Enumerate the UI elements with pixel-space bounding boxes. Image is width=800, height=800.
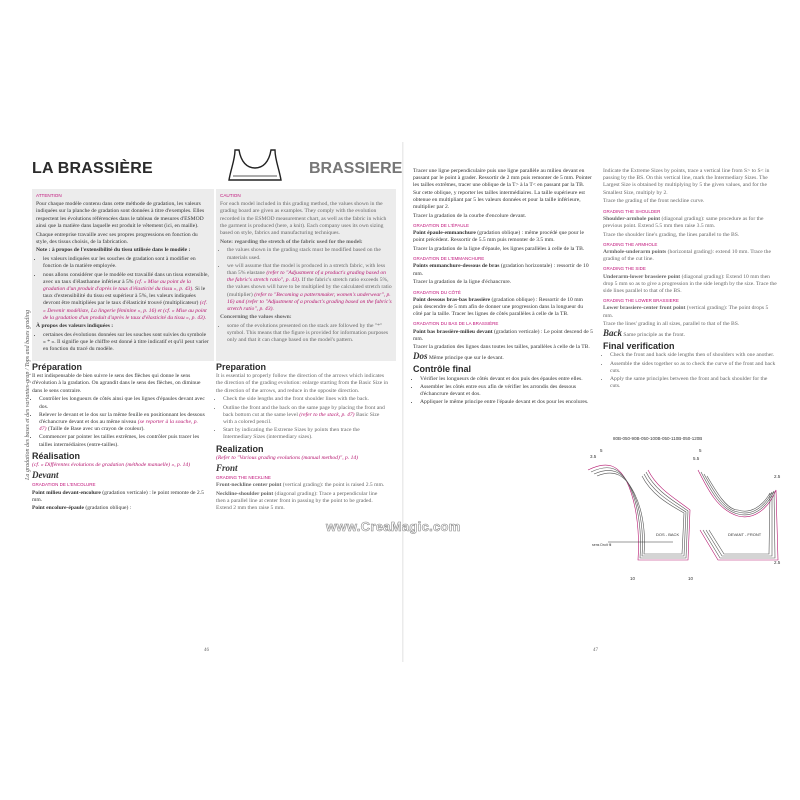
list-item: • Assemble the sides together so as to check the curve of the front and back cuts. (610, 361, 778, 375)
list-item: • Relever le devant et le dos sur la même feuille en positionnant les dessous d'échancrure devant et dos au même niveau (se reporter à la souche, p. 47) (Taille de Base avec un crayon de couleur). (39, 412, 206, 434)
svg-text:5: 5 (600, 448, 603, 453)
page-title-en: BRASSIERE (309, 160, 403, 177)
section-heading: Preparation (216, 362, 267, 372)
list-item: • Commencer par pointer les tailles extrêmes, les contrôler puis tracer les tailles intermédiaires (entre-tailles). (39, 434, 206, 448)
grading-steps-en: Indicate the Extreme Sizes by points, trace a vertical line from S> to S< in passing by the BS. On this vertical line, mark the Intermediary Sizes. The Largest Size is obtained by multiplying by 5 the given values, and for the Smallest Size, multiply by 2. Trace the grading of the front neckline curve. GRADING THE SHOULDER Shoulder-armhole point (diagonal grading): same procedure as for the previous point. Extend 5.5 mm then raise 3.5 mm. Trace the shoulder line's grading, the lines parallel to the BS. GRADING THE ARMHOLE Armhole-underarm points (horizontal grading): extend 10 mm. Trace the grading of the cut line. GRADING THE SIDE Underarm-lower brassiere point (diagonal grading): Extend 10 mm then drop 5 mm so as to give a progression in the side length by the size. Trace the side lines parallel to that of the BS. GRADING THE LOWER BRASSIERE Lower brassiere-center front point (vertical grading): The point drops 5 mm. Trace the lines' grading in all sizes, parallel to that of the BS. Back Same principle as the front. Final verification • Check the front and back side lengths then of shoulders with one another. • Assemble the sides together so as to check the curve of the front and back cuts. • Apply the same principles between the front and back shoulder for the cuts. (603, 168, 778, 391)
preparation-en: Preparation It is essential to properly follow the direction of the arrows which indicates the direction of the grading evolution: enlarge starting from the Basic Size in the direction of the arrows, and reduce in the opposite direction. • Check the side lengths and the front shoulder lines with the back. • Outline the front and the back on the same page by placing the front and back bottom cut at the same level (refer to the stack, p. 47) Basic Size with a colored pencil. • Start by indicating the Extreme Sizes by points then trace the Intermediary Sizes (intermediary sizes). Realization (Refer to "Various grading evolutions (manual method)", p. 14) Front GRADING THE NECKLINE Front-neckline center point (vertical grading): the point is raised 2.5 mm. Neckline-shoulder point (diagonal grading): Trace a perpendicular line then a parallel line at center front in passing by the point to be graded. Extend 2 mm then raise 5 mm. (216, 360, 388, 514)
svg-text:10: 10 (688, 576, 694, 581)
section-heading: Realization (216, 443, 264, 454)
list-item: • Start by indicating the Extreme Sizes by points then trace the Intermediary Sizes (intermediary sizes). (223, 427, 388, 441)
list-item: • we will assume that the model is produced in a stretch fabric, with less than 5% elastane (refer to "Adjustment of a product's grading based on the fabric's stretch ratio", p. 43). If the fabric's stretch ratio exceeds 5%, the values shown will have to be multiplied by the calculated stretch ratio (multiplier) (refer to "Becoming a patternmaker, women's underwear", p. 16) and (refer to "Adjustment of a product's grading based on the fabric's stretch ratio", p. 43). (227, 263, 392, 313)
section-heading: Final verification (603, 341, 675, 352)
page-title-fr: LA BRASSIÈRE (32, 160, 153, 177)
list-item: • Outline the front and the back on the same page by placing the front and back bottom cut at the same level (refer to the stack, p. 47) Basic Size with a colored pencil. (223, 405, 388, 427)
list-item: • Apply the same principles between the front and back shoulder for the cuts. (610, 376, 778, 390)
section-heading: Préparation (32, 362, 83, 372)
right-page (403, 142, 788, 662)
preparation-fr: Préparation Il est indispensable de bien suivre le sens des flèches qui donne le sens d'évolution à la gradation. On agrandit dans le sens des flèches, on diminue dans le sens contraire. • Contrôler les longueurs de côtés ainsi que les lignes d'épaules devant avec dos. • Relever le devant et le dos sur la même feuille en positionnant les dessous d'échancrure devant et dos au même niveau (se reporter à la souche, p. 47) (Taille de Base avec un crayon de couleur). • Commencer par pointer les tailles extrêmes, les contrôler puis tracer les tailles intermédiaires (entre-tailles). Réalisation (cf. « Différentes évolutions de gradation (méthode manuelle) », p. 14) Devant GRADATION DE L'ENCOLURE Point milieu devant-encolure (gradation verticale) : le point remonte de 2.5 mm. Point encolure-épaule (gradation oblique) : (32, 360, 206, 514)
svg-text:5.5: 5.5 (693, 456, 700, 461)
page-number: 46 (204, 648, 209, 653)
list-item: • Vérifier les longueurs de côtés devant et dos puis des épaules entre elles. (420, 376, 593, 383)
svg-text:2.5: 2.5 (774, 560, 781, 565)
list-item: • les valeurs indiquées sur les souches de gradation sont à modifier en fonction de la matière employée. (43, 256, 210, 270)
caution-box-en: CAUTION For each model included in this grading method, the values shown in the grading board are given as examples. They comply with the evolution recorded in the ESMOD measurement chart, as well as the fabric in which the garment is produced (here, a knit). Each company uses its own sizing based on style, fabrics and manufacturing techniques. Note: regarding the stretch of the fabric used for the model: • the values shown in the grading stack must be modified based on the materials used. • we will assume that the model is produced in a stretch fabric, with less than 5% elastane (refer to "Adjustment of a product's grading based on the fabric's stretch ratio", p. 43). If the fabric's stretch ratio exceeds 5%, the values shown will have to be multiplied by the calculated stretch ratio (multiplier) (refer to "Becoming a patternmaker, women's underwear", p. 16) and (refer to "Adjustment of a product's grading based on the fabric's stretch ratio", p. 43). Concerning the values shown: • some of the evolutions presented on the stack are followed by the "*" symbol. This means that the figure is provided for information purposes only and that it can change based on the model's pattern. (216, 189, 396, 361)
svg-text:5: 5 (699, 448, 702, 453)
list-item: • nous allons considérer que le modèle est travaillé dans un tissu extensible, avec un taux d'élasthanne inférieur à 5% (cf. « Mise au point de la gradation d'un produit d'après le taux d'élasticité du tissu », p. 43). Si le taux d'extensibilité du tissu est supérieur à 5%, les valeurs indiquées devront être multipliées par le taux d'élasticité trouvé (multiplicateur) (cf. « Devenir modéliste, La lingerie féminine », p. 16) et (cf. « Mise au point de la gradation d'un produit d'après le taux d'élasticité du tissu », p. 43). (43, 272, 210, 322)
list-item: • Check the front and back side lengths then of shoulders with one another. (610, 352, 778, 359)
svg-text:10: 10 (630, 576, 636, 581)
grading-diagram-svg (578, 430, 783, 610)
list-item: • Appliquer le même principe entre l'épaule devant et dos pour les encolures. (420, 399, 593, 406)
grading-steps-fr: Tracer une ligne perpendiculaire puis une ligne parallèle au milieu devant en passant par le point à grader. Ressortir de 2 mm puis remonter de 5 mm. Pointer les tailles extrêmes, tracer une oblique de la T> à la T< en passant par la TB. Sur cette oblique, y reporter les tailles intermédiaires. La taille supérieure est obtenue en multipliant par 5 les valeurs données et pour la taille inférieure, multiplier par 2. Tracer la gradation de la courbe d'encolure devant. GRADATION DE L'ÉPAULE Point épaule-emmanchure (gradation oblique) : même procédé que pour le point précédent. Ressortir de 5.5 mm puis remonter de 3.5 mm. Tracer la gradation de la ligne d'épaule, les lignes parallèles à celle de la TB. GRADATION DE L'EMMANCHURE Points emmanchure-dessous de bras (gradation horizontale) : ressortir de 10 mm. Tracer la gradation de la ligne d'échancrure. GRADATION DU CÔTÉ Point dessous bras-bas brassière (gradation oblique) : Ressortir de 10 mm puis descendre de 5 mm afin de donner une progression dans la longueur du côté par la taille. Tracer les lignes de côtés parallèles à celle de la TB. GRADATION DU BAS DE LA BRASSIÈRE Point bas brassière-milieu devant (gradation verticale) : Le point descend de 5 mm. Tracer la gradation des lignes dans toutes les tailles, parallèles à celle de la TB. Dos Même principe que sur le devant. Contrôle final • Vérifier les longueurs de côtés devant et dos puis des épaules entre elles. • Assembler les côtés entre eux afin de vérifier les arrondis des dessous d'échancrure devant et dos. • Appliquer le même principe entre l'épaule devant et dos pour les encolures. (413, 168, 593, 407)
grading-diagram (578, 430, 783, 610)
section-heading: Contrôle final (413, 364, 471, 375)
attention-box-fr: ATTENTION Pour chaque modèle contenu dans cette méthode de gradation, les valeurs indiquées sur la planche de gradation sont données à titre d'exemples. Elles respectent les évolutions référencées dans le tableau de mesures d'ESMOD ainsi que la matière dans laquelle est produit le vêtement (ici, en maille). Chaque entreprise travaille avec ses propres progressions en fonction du style, des tissus choisis, de la fabrication. Note : à propos de l'extensibilité du tissu utilisée dans le modèle : • les valeurs indiquées sur les souches de gradation sont à modifier en fonction de la matière employée. • nous allons considérer que le modèle est travaillé dans un tissu extensible, avec un taux d'élasthanne inférieur à 5% (cf. « Mise au point de la gradation d'un produit d'après le taux d'élasticité du tissu », p. 43). Si le taux d'extensibilité du tissu est supérieur à 5%, les valeurs indiquées devront être multipliées par le taux d'élasticité trouvé (multiplicateur) (cf. « Devenir modéliste, La lingerie féminine », p. 16) et (cf. « Mise au point de la gradation d'un produit d'après le taux d'élasticité du tissu », p. 43). À propos des valeurs indiquées : • certaines des évolutions données sur les souches sont suivies du symbole « * ». Il signifie que le chiffre est donné à titre indicatif et qu'il peut varier en fonction du tracé du modèle. (32, 189, 214, 361)
size-range-label: 80B-050-90B-050-100B-050-110B-050-120B (613, 436, 703, 441)
svg-text:2.5: 2.5 (774, 474, 781, 479)
page-number: 47 (593, 648, 598, 653)
front-pattern-piece (698, 470, 778, 560)
list-item: • Assembler les côtés entre eux afin de vérifier les arrondis des dessous d'échancrure devant et dos. (420, 384, 593, 398)
list-item: • the values shown in the grading stack must be modified based on the materials used. (227, 247, 392, 261)
list-item: • some of the evolutions presented on the stack are followed by the "*" symbol. This means that the figure is provided for information purposes only and that it can change based on the model's pattern. (227, 323, 392, 345)
brassiere-sketch-icon (225, 148, 285, 184)
svg-text:3.5: 3.5 (590, 454, 597, 459)
svg-text:sens Droit fil: sens Droit fil (592, 543, 612, 547)
list-item: • Contrôler les longueurs de côtés ainsi que les lignes d'épaules devant avec dos. (39, 396, 206, 410)
svg-text:DEVANT - FRONT: DEVANT - FRONT (728, 532, 762, 537)
book-spread (18, 142, 788, 662)
list-item: • Check the side lengths and the front shoulder lines with the back. (223, 396, 388, 403)
svg-text:DOS - BACK: DOS - BACK (656, 532, 680, 537)
left-page (18, 142, 403, 662)
watermark: www.CreaMagic.com (326, 519, 461, 534)
section-heading: Réalisation (32, 450, 81, 461)
sidebar-running-title: La gradation des bases et des variantes-grap / Tops and bases grading (25, 310, 31, 480)
list-item: • certaines des évolutions données sur les souches sont suivies du symbole « * ». Il signifie que le chiffre est donné à titre indicatif et qu'il peut varier en fonction du tracé du modèle. (43, 332, 210, 354)
